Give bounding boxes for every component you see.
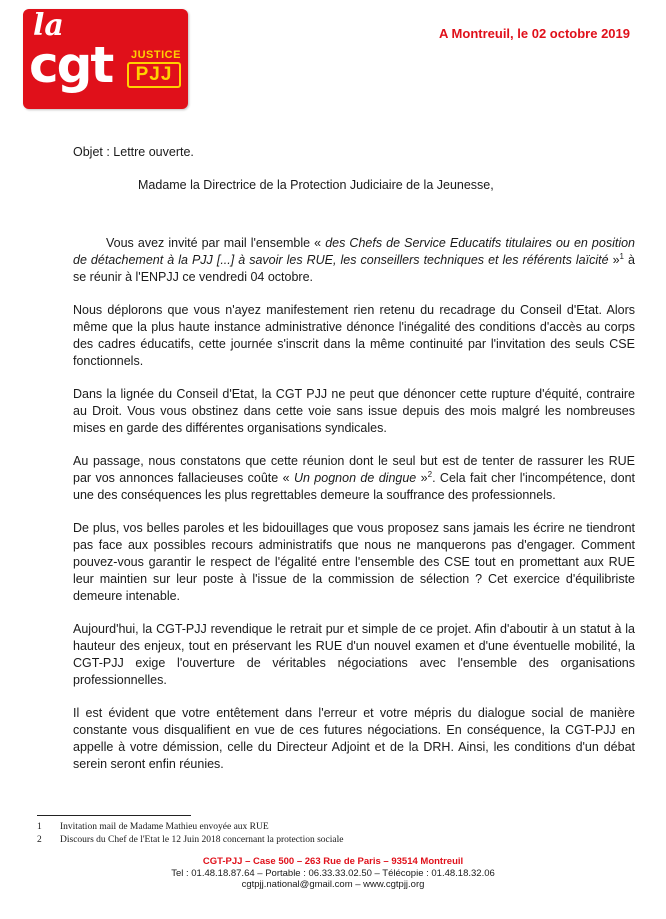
paragraph-4: Au passage, nous constatons que cette réunion dont le seul but est de tenter de rassurer les RUE par vos annonces fallacieuses coûte « Un pognon de dingue »$^2$. Cela fait cher l'incompétence, dont une des conséquences les plus regrettables demeure la souffrance des professionnels. [73,454,635,502]
footnote-1: 1 Invitation mail de Madame Mathieu envoyée aux RUE [37,822,269,832]
quote-pognon: Un pognon de dingue [293,471,417,485]
paragraph-1: Vous avez invité par mail l'ensemble « des Chefs de Service Educatifs titulaires ou en position de détachement à la PJJ [...] à savoir les RUE, les conseillers techniques et les référents laïcité »$^1$ à se réunir à l'ENPJJ ce vendredi 04 octobre. [73,236,636,284]
logo-justice-text: JUSTICE [131,49,181,61]
footnote-ref-1: 1 [619,251,624,261]
footer-phones: Tel : 01.48.18.87.64 – Portable : 06.33.33.02.50 – Télécopie : 01.48.18.32.06 [171,867,495,879]
footnote-ref-2: 2 [427,469,433,479]
paragraph-5: De plus, vos belles paroles et les bidouillages que vous proposez sans jamais les écrire ne tiendront pas face aux possibles recours administratifs que nous ne manquerons pas d'engager. Comment pouvez-vous garantir le respect de l'égalité entre l'ensemble des CSE tout en promettant aux RUE leur maintien sur leur poste à l'issue de la commission de sélection ? Cet exercice d'équilibriste demeure intenable. [73,521,635,603]
letter-body [73,235,635,789]
footnote-separator [37,815,191,816]
logo-pjj-badge: PJJ [127,62,181,88]
letter-date: A Montreuil, le 02 octobre 2019 [439,26,630,41]
logo-la-text: la [33,9,64,43]
footer-address: CGT-PJJ – Case 500 – 263 Rue de Paris – 93514 Montreuil [202,856,464,867]
footnote-2: 2 Discours du Chef de l'Etat le 12 Juin 2018 concernant la protection sociale [37,835,344,845]
paragraph-7: Il est évident que votre entêtement dans l'erreur et votre mépris du dialogue social de manière constante vous disqualifient en vue de ces futures négociations. En conséquence, la CGT-PJJ en appelle à votre démission, celle du Directeur Adjoint et de la DRH. Ainsi, les conditions d'un débat serein seront enfin réunies. [73,706,635,771]
footnotes [37,821,343,847]
letter-subject: Objet : Lettre ouverte. [73,145,194,159]
quote-invitation: des Chefs de Service Educatifs titulaires ou en position de détachement à la PJJ [...] à savoir les RUE, les conseillers techniques et les référents laïcité [73,236,636,267]
cgt-pjj-logo [23,9,188,109]
letter-salutation: Madame la Directrice de la Protection Judiciaire de la Jeunesse, [138,178,494,192]
paragraph-3: Dans la lignée du Conseil d'Etat, la CGT PJJ ne peut que dénoncer cette rupture d'équité, contraire au Droit. Vous vous obstinez dans cette voie sans issue depuis des mois malgré les nombreuses mises en garde des différentes organisations syndicales. [73,387,635,435]
letter-footer [0,856,666,891]
logo-cgt-text: cgt [29,36,113,94]
paragraph-2: Nous déplorons que vous n'ayez manifestement rien retenu du recadrage du Conseil d'Etat. Alors même que la plus haute instance administrative dénonce l'inégalité des conditions d'accès au corps des cadres éducatifs, cette journée s'inscrit dans la même continuité par l'invitation des seuls CSE fonctionnels. [73,303,635,368]
paragraph-6: Aujourd'hui, la CGT-PJJ revendique le retrait pur et simple de ce projet. Afin d'aboutir à un statut à la hauteur des enjeux, tout en préservant les RUE d'un nouvel examen et d'une éventuelle mobilité, la CGT-PJJ exige l'ouverture de véritables négociations avec l'ensemble des organisations professionnelles. [73,622,635,687]
footer-web: cgtpjj.national@gmail.com – www.cgtpjj.org [241,879,425,890]
